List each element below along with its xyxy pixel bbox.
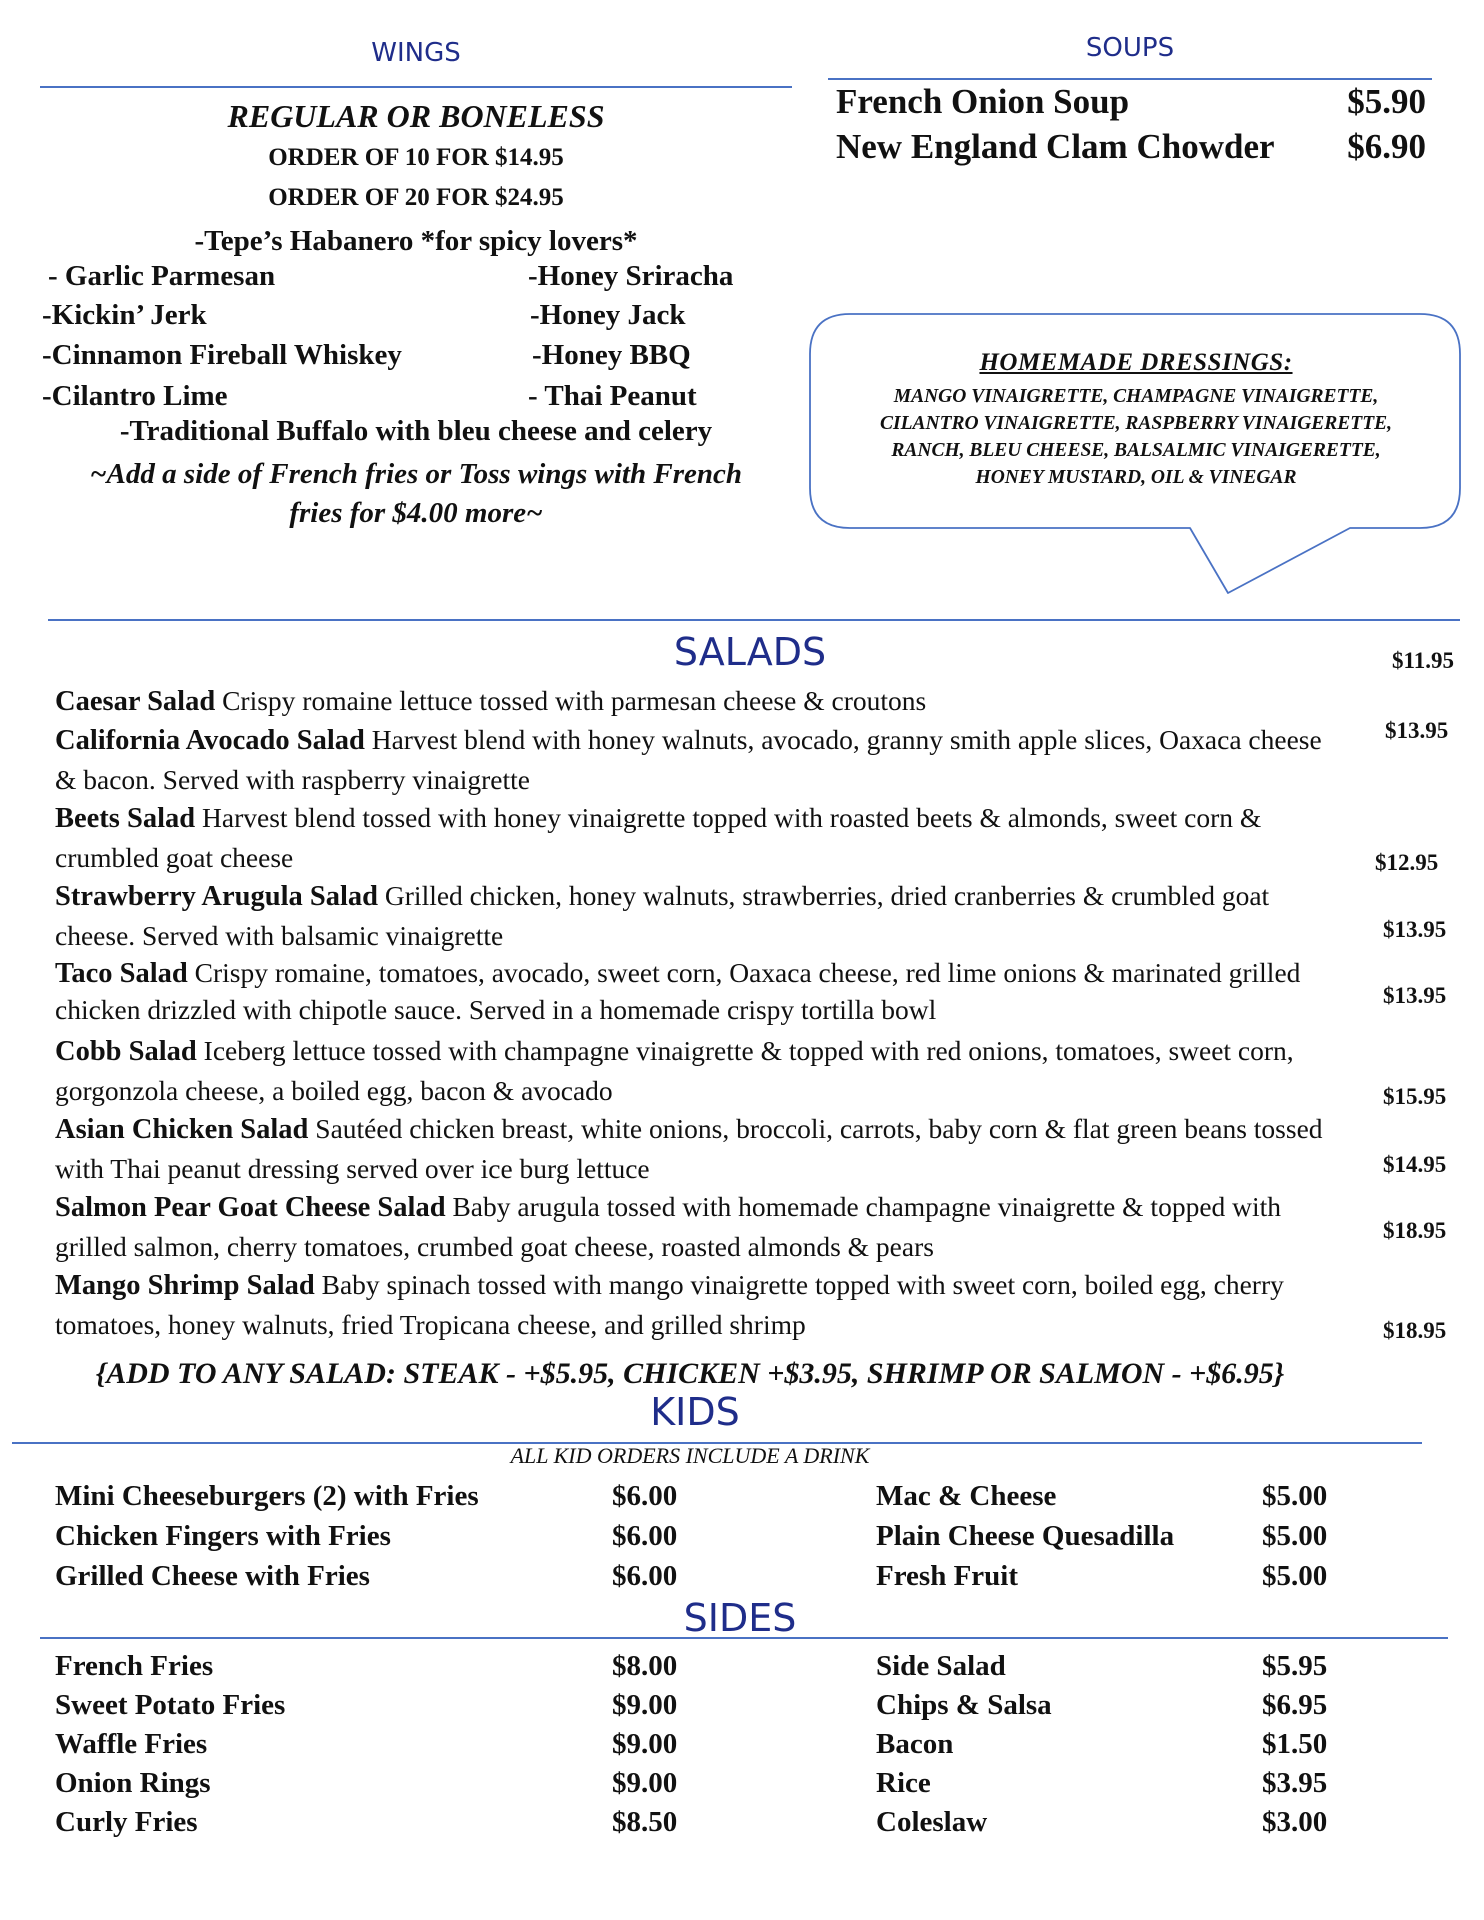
salad-name: Taco Salad xyxy=(55,958,188,989)
salad-price: $14.95 xyxy=(1383,1152,1447,1177)
sides-item-price: $8.50 xyxy=(612,1806,678,1838)
salad-item xyxy=(55,798,1325,877)
kids-item-price: $6.00 xyxy=(612,1520,678,1552)
salad-price: $18.95 xyxy=(1383,1318,1447,1343)
soup-price: $6.90 xyxy=(1347,127,1426,166)
salad-name: Strawberry Arugula Salad xyxy=(55,881,379,912)
salad-description: Crispy romaine lettuce tossed with parmesan cheese & croutons xyxy=(215,685,927,716)
salad-price: $11.95 xyxy=(1392,648,1454,673)
salad-name: Salmon Pear Goat Cheese Salad xyxy=(55,1192,446,1223)
salad-description: Baby arugula tossed with homemade champagne vinaigrette & topped with grilled salmon, cherry tomatoes, crumbed goat cheese, roasted almonds & pears xyxy=(55,1191,1282,1262)
sides-item-name: Waffle Fries xyxy=(55,1728,208,1760)
salad-addons: {ADD TO ANY SALAD: STEAK - +$5.95, CHICKEN +$3.95, SHRIMP OR SALMON - +$6.95} xyxy=(95,1357,1285,1390)
sides-divider xyxy=(40,1637,1448,1639)
dressings-line: RANCH, BLEU CHEESE, BALSALMIC VINAIGERETTE, xyxy=(891,440,1381,461)
wings-flavor-buffalo: -Traditional Buffalo with bleu cheese and celery xyxy=(119,415,713,447)
salad-description: Iceberg lettuce tossed with champagne vinaigrette & topped with red onions, tomatoes, sweet corn, gorgonzola cheese, a boiled egg, bacon & avocado xyxy=(55,1035,1294,1106)
sides-item-price: $3.00 xyxy=(1262,1806,1328,1838)
salads-heading: SALADS xyxy=(673,630,827,674)
salad-price: $18.95 xyxy=(1383,1218,1447,1243)
kids-heading: KIDS xyxy=(650,1390,740,1434)
wings-flavor-left: -Cinnamon Fireball Whiskey xyxy=(42,339,402,371)
salad-name: Cobb Salad xyxy=(55,1036,197,1067)
wings-flavor-right: -Honey BBQ xyxy=(532,339,691,371)
kids-item-name: Grilled Cheese with Fries xyxy=(55,1560,370,1592)
soup-price: $5.90 xyxy=(1347,82,1426,121)
salad-name: Asian Chicken Salad xyxy=(55,1114,309,1145)
wings-flavor-right: -Honey Jack xyxy=(530,299,686,331)
salad-name: California Avocado Salad xyxy=(55,725,365,756)
salad-description: Harvest blend tossed with honey vinaigrette topped with roasted beets & almonds, sweet corn & crumbled goat cheese xyxy=(55,802,1262,873)
dressings-callout-bubble xyxy=(0,0,1484,620)
sides-item-name: Sweet Potato Fries xyxy=(55,1689,286,1721)
salads-divider xyxy=(48,619,1460,621)
salad-description: Crispy romaine, tomatoes, avocado, sweet corn, Oaxaca cheese, red lime onions & marinated grilled chicken drizzled with chipotle sauce. Served in a homemade crispy tortilla bowl xyxy=(55,957,1301,1025)
sides-item-price: $3.95 xyxy=(1262,1767,1328,1799)
kids-item-price: $5.00 xyxy=(1262,1480,1328,1512)
kids-item-name: Chicken Fingers with Fries xyxy=(55,1520,391,1552)
sides-item-name: French Fries xyxy=(55,1650,214,1682)
wings-flavor-left: -Cilantro Lime xyxy=(42,380,228,412)
dressings-title: HOMEMADE DRESSINGS: xyxy=(979,349,1293,376)
sides-item-name: Side Salad xyxy=(876,1650,1006,1682)
salad-item xyxy=(55,1187,1325,1266)
sides-item-name: Curly Fries xyxy=(55,1806,198,1838)
salad-item xyxy=(55,955,1325,1028)
salad-description: Grilled chicken, honey walnuts, strawberries, dried cranberries & crumbled goat cheese. Served with balsamic vinaigrette xyxy=(55,880,1270,951)
wings-fries-note-line: ~Add a side of French fries or Toss wings with French xyxy=(90,458,742,490)
sides-item-name: Coleslaw xyxy=(876,1806,988,1838)
soups-heading: SOUPS xyxy=(1085,33,1175,63)
kids-item-price: $5.00 xyxy=(1262,1520,1328,1552)
sides-item-price: $9.00 xyxy=(612,1767,678,1799)
sides-item-price: $9.00 xyxy=(612,1728,678,1760)
salad-item xyxy=(55,1031,1325,1110)
salad-item xyxy=(55,1109,1325,1188)
salad-item xyxy=(55,681,1325,721)
wings-flavor-left: -Kickin’ Jerk xyxy=(42,299,207,331)
kids-item-price: $5.00 xyxy=(1262,1560,1328,1592)
sides-item-name: Onion Rings xyxy=(55,1767,211,1799)
salad-price: $15.95 xyxy=(1383,1084,1447,1109)
kids-item-name: Mac & Cheese xyxy=(876,1480,1057,1512)
wings-flavor-right: - Thai Peanut xyxy=(528,380,697,412)
wings-fries-note-line: fries for $4.00 more~ xyxy=(289,497,543,529)
kids-drink-note: ALL KID ORDERS INCLUDE A DRINK xyxy=(510,1443,870,1468)
wings-flavor-left: - Garlic Parmesan xyxy=(48,260,276,292)
salad-item xyxy=(55,1265,1325,1344)
salad-price: $13.95 xyxy=(1383,917,1447,942)
soup-name: French Onion Soup xyxy=(836,82,1130,121)
wings-subtitle: REGULAR OR BONELESS xyxy=(227,98,605,134)
salad-description: Harvest blend with honey walnuts, avocado, granny smith apple slices, Oaxaca cheese & bacon. Served with raspberry vinaigrette xyxy=(55,724,1322,795)
sides-item-name: Bacon xyxy=(876,1728,954,1760)
salad-item xyxy=(55,720,1325,799)
sides-item-price: $6.95 xyxy=(1262,1689,1328,1721)
salad-name: Beets Salad xyxy=(55,803,196,834)
kids-item-price: $6.00 xyxy=(612,1480,678,1512)
salad-price: $12.95 xyxy=(1375,850,1439,875)
soup-name: New England Clam Chowder xyxy=(836,127,1275,166)
wings-order-20: ORDER OF 20 FOR $24.95 xyxy=(268,184,564,211)
salad-price: $13.95 xyxy=(1383,983,1447,1008)
kids-item-price: $6.00 xyxy=(612,1560,678,1592)
wings-heading: WINGS xyxy=(371,38,461,68)
kids-item-name: Plain Cheese Quesadilla xyxy=(876,1520,1175,1552)
sides-item-name: Chips & Salsa xyxy=(876,1689,1052,1721)
dressings-list xyxy=(830,383,1442,491)
salad-item xyxy=(55,876,1325,955)
wings-flavor-spicy: -Tepe’s Habanero *for spicy lovers* xyxy=(194,225,638,257)
wings-flavor-right: -Honey Sriracha xyxy=(528,260,734,292)
salad-description: Baby spinach tossed with mango vinaigrette topped with sweet corn, boiled egg, cherry tomatoes, honey walnuts, fried Tropicana cheese, and grilled shrimp xyxy=(55,1269,1284,1340)
kids-item-name: Fresh Fruit xyxy=(876,1560,1019,1592)
salad-price: $13.95 xyxy=(1385,718,1449,743)
sides-item-price: $8.00 xyxy=(612,1650,678,1682)
sides-item-name: Rice xyxy=(876,1767,931,1799)
dressings-line: MANGO VINAIGRETTE, CHAMPAGNE VINAIGRETTE, xyxy=(893,386,1379,407)
sides-item-price: $1.50 xyxy=(1262,1728,1328,1760)
dressings-line: HONEY MUSTARD, OIL & VINEGAR xyxy=(975,467,1297,488)
sides-heading: SIDES xyxy=(683,1596,797,1640)
salad-name: Caesar Salad xyxy=(55,686,216,717)
sides-item-price: $5.95 xyxy=(1262,1650,1328,1682)
kids-item-name: Mini Cheeseburgers (2) with Fries xyxy=(55,1480,479,1512)
salad-description: Sautéed chicken breast, white onions, broccoli, carrots, baby corn & flat green beans tossed with Thai peanut dressing served over ice burg lettuce xyxy=(55,1113,1323,1184)
wings-order-10: ORDER OF 10 FOR $14.95 xyxy=(268,144,564,171)
dressings-line: CILANTRO VINAIGRETTE, RASPBERRY VINAIGERETTE, xyxy=(880,413,1392,434)
sides-item-price: $9.00 xyxy=(612,1689,678,1721)
salad-name: Mango Shrimp Salad xyxy=(55,1270,315,1301)
